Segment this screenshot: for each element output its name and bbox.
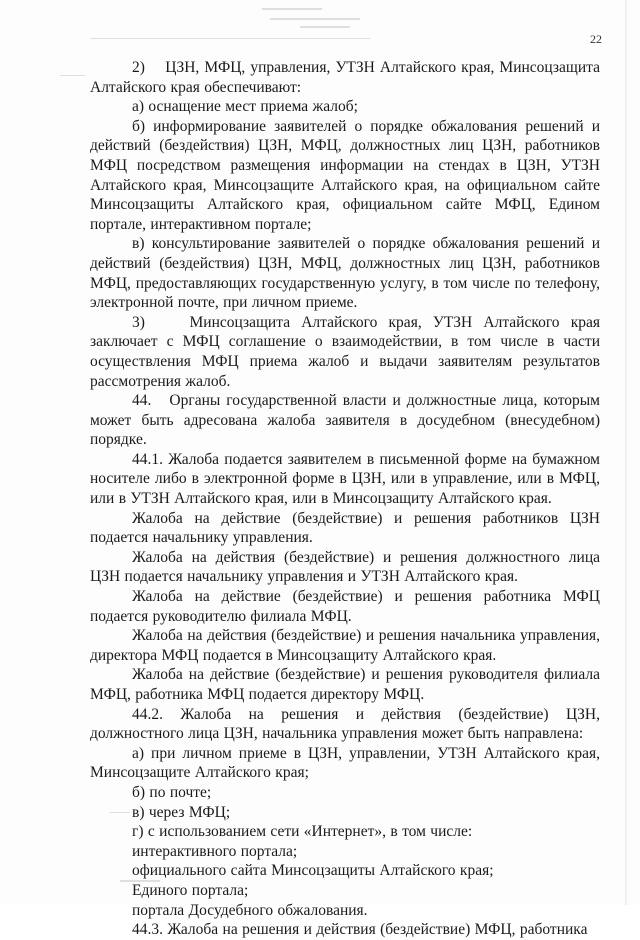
paragraph-complaint-mfc-worker: Жалоба на действие (бездействие) и решения работника МФЦ подается руководителю филиала МФЦ. [90, 588, 600, 625]
paragraph-official-site: официального сайта Минсоцзащиты Алтайского края; [132, 862, 494, 880]
paragraph-item-a: а) оснащение мест приема жалоб; [132, 98, 358, 116]
paragraph-option-g: г) с использованием сети «Интернет», в том числе: [132, 823, 473, 841]
paragraph-section-44: 44. Органы государственной власти и должностные лица, которым может быть адресована жалоба заявителя в досудебном (внесудебном) порядке. [90, 392, 600, 449]
paragraph-option-a: а) при личном приеме в ЦЗН, управлении, УТЗН Алтайского края, Минсоцзащите Алтайского края; [90, 744, 600, 782]
paragraph-item-2: 2) ЦЗН, МФЦ, управления, УТЗН Алтайского края, Минсоцзащита Алтайского края обеспечивают: [90, 59, 600, 96]
paragraph-complaint-director: Жалоба на действия (бездействие) и решения начальника управления, директора МФЦ подается в Минсоцзащиту Алтайского края. [90, 627, 600, 664]
paragraph-item-3: 3) Минсоцзащита Алтайского края, УТЗН Алтайского края заключает с МФЦ соглашение о взаимодействии, в том числе в части осуществления МФЦ приема жалоб и выдачи заявителям результатов рассмотрения жалоб. [90, 313, 600, 390]
page-number: 22 [590, 32, 602, 46]
paragraph-interactive-portal: интерактивного портала; [132, 842, 298, 860]
paragraph-item-v: в) консультирование заявителей о порядке обжалования решений и действий (бездействия) ЦЗН, МФЦ, должностных лиц ЦЗН, работников МФЦ, предоставляющих государственную услугу, в том числе по телефону, электронной почте, при личном приеме. [90, 235, 600, 312]
paragraph-complaint-czn-workers: Жалоба на действие (бездействие) и решения работников ЦЗН подается начальнику управления. [90, 509, 600, 547]
document-text [90, 58, 600, 940]
paragraph-option-b: б) по почте; [132, 783, 212, 801]
paragraph-section-44-2: 44.2. Жалоба на решения и действия (бездействие) ЦЗН, должностного лица ЦЗН, начальника управления может быть направлена: [90, 705, 600, 743]
paragraph-single-portal: Единого портала; [132, 881, 249, 899]
paragraph-section-44-3: 44.3. Жалоба на решения и действия (бездействие) МФЦ, работника [132, 921, 588, 939]
paragraph-section-44-1: 44.1. Жалоба подается заявителем в письменной форме на бумажном носителе либо в электронной форме в ЦЗН, или в управление, или в МФЦ, или в УТЗН Алтайского края, или в Минсоцзащиту Алтайского края. [90, 450, 600, 508]
paragraph-item-b: б) информирование заявителей о порядке обжалования решений и действий (бездействия) ЦЗН, МФЦ, должностных лиц ЦЗН, работников МФЦ посредством размещения информации на стендах в ЦЗН, УТЗН Алтайского края, Минсоцзащите Алтайского края, на официальном сайте Минсоцзащиты Алтайского края, официальном сайте МФЦ, Едином портале, интерактивном портале; [90, 117, 600, 233]
paragraph-option-v: в) через МФЦ; [132, 803, 231, 821]
paragraph-pretrial-portal: портала Досудебного обжалования. [132, 901, 368, 919]
paragraph-complaint-czn-official: Жалоба на действия (бездействие) и решения должностного лица ЦЗН подается начальнику управления и УТЗН Алтайского края. [90, 548, 600, 586]
paragraph-complaint-branch-head: Жалоба на действие (бездействие) и решения руководителя филиала МФЦ, работника МФЦ подается директору МФЦ. [90, 666, 600, 703]
